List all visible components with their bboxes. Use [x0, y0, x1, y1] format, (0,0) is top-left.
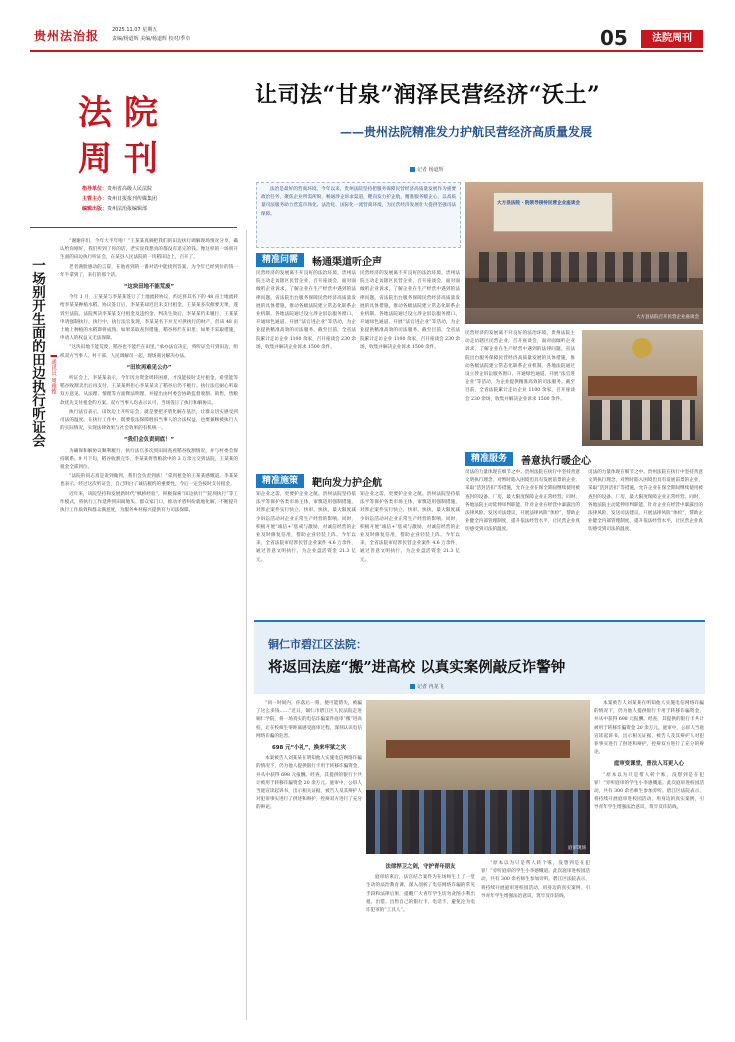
section-header-2 — [256, 474, 461, 488]
section-title: 善意执行暖企心 — [521, 455, 592, 467]
section-title: 畅通渠道听企声 — [312, 256, 383, 268]
reporter-icon — [410, 167, 415, 172]
section-tag: 精准施策 — [256, 474, 304, 488]
header-rule — [30, 50, 703, 52]
header-editor: 责编/杨道辉 美编/杨道辉 校对/季卓 — [112, 36, 191, 42]
left-article-title: 一场别开生面的田边执行听证会 — [29, 258, 45, 447]
logo-char-3: 周 — [78, 139, 112, 179]
bottom-col-2 — [366, 860, 590, 1018]
section-3-body-b: 司法的力量体现在细节之中。贵州法院在执行中坚持善意文明执行理念，对暂时陷入困境但具有发展前景的企业，采取“活封活扣”等措施，允许企业在保全期间继续使用被查封的设备、厂房，最大限度保障企业正常经营。同时，各地法院主动延伸审判职能，针对企业在经营中暴露出的法律风险，发送司法建议，开展法律风险“体检”，帮助企业健全内部管理制度，提升依法经营水平，让民营企业真切感受到司法的温度。 — [588, 470, 703, 533]
photo-screen — [493, 192, 613, 232]
photo-emblem — [632, 338, 652, 358]
subheading: 庭审变课堂，普法入耳更入心 — [613, 761, 685, 768]
photo-caption: 庭审现场 — [568, 846, 586, 851]
header-date: 2025.11.07 星期五 — [112, 27, 158, 33]
subheading: “田坎再难见公办” — [126, 364, 172, 371]
section-2-body-b: 知企业之需，更要护企业之航。贵州法院坚持依法平等保护各类市场主体，审慎适用强制措施，对涉企案件实行快立、快审、快执，最大限度减少诉讼活动对企业正常生产经营的影响。同时，积极开展“诚信+”惩戒与激励，对诚信经营的企业及时修复信用，帮助企业轻装上阵。今年以来，全省法院审结涉民营企业案件 4.6 万余件，通过善意文明执行，为企业盘活资金 21.3 亿元。 — [360, 492, 460, 563]
section-header-3 — [465, 452, 703, 466]
photo-audience — [366, 790, 590, 854]
logo-char-4: 刊 — [124, 139, 158, 179]
photo-table — [465, 278, 703, 308]
paragraph: 今年 1 月，王某某与李某某签订了土地流转协议，约定将其名下的 48 亩土地流转给李某某种植水稻。协议签订后，李某某却迟迟未支付租金，王某某多次催要无果，遂诉至法院。法院判决李某某支付租金及违约金。判决生效后，李某某仍未履行，王某某申请强制执行。执行中，执行法官发现，李某某名下并无可供执行的财产，但该 48 亩土地上种植的水稻即将成熟。如果采取查封措施，稻谷将烂在田里；如果不采取措施，申请人的权益又无法保障。 — [60, 295, 238, 342]
paragraph: 执行法官表示，田坎边上开听证会，就是要把矛盾化解在基层，让群众切实感受到司法的温度。在执行工作中，既要依法保障胜诉当事人的合法权益，也要兼顾被执行人的实际情况，实现法律效果与社会效果的有机统一。 — [60, 409, 238, 432]
section-header-1 — [256, 253, 461, 267]
bottom-article-byline: 记者 冉龙飞 — [410, 683, 444, 690]
left-article-body — [60, 238, 238, 1026]
section-2-body-a: 知企业之需，更要护企业之航。贵州法院坚持依法平等保护各类市场主体，审慎适用强制措施，对涉企案件实行快立、快审、快执，最大限度减少诉讼活动对企业正常生产经营的影响。同时，积极开展“诚信+”惩戒与激励，对诚信经营的企业及时修复信用，帮助企业轻装上阵。今年以来，全省法院审结涉民营企业案件 4.6 万余件，通过善意文明执行，为企业盘活资金 21.3 亿元。 — [256, 492, 356, 563]
paragraph: 本案被告人刘某某在明知他人实施电信网络诈骗的情况下，仍为他人提供银行卡用于转移诈骗资金，并从中获得 698 元报酬。经查，其提供的银行卡共计被用于转移诈骗资金 20 余万元。庭审中，公诉人当庭宣读起诉书，出示相关证据，被告人及其辩护人对犯罪事实进行了供述和辩护，控辩双方进行了充分的辩论。 — [594, 701, 704, 756]
logo-char-1: 法 — [78, 93, 112, 133]
lead-box — [256, 182, 461, 248]
courtroom-photo — [582, 330, 703, 446]
main-subtitle: ——贵州法院精准发力护航民营经济高质量发展 — [340, 125, 593, 139]
bottom-col-1 — [256, 700, 362, 1018]
section-label: 法院周刊 — [641, 30, 703, 48]
subheading: 法律捍卫之剑，守护青年朋友 — [385, 864, 456, 870]
subheading: “我们会负责到底！” — [123, 437, 175, 444]
left-top-rule — [30, 227, 237, 228]
paragraph: 本案被告人刘某某在明知他人实施电信网络诈骗的情况下，仍为他人提供银行卡用于转移诈骗资金，并从中获得 698 元报酬。经查，其提供的银行卡共计被用于转移诈骗资金 20 余万元。庭审中，公诉人当庭宣读起诉书，出示相关证据，被告人及其辩护人对犯罪事实进行了供述和辩护，控辩双方进行了充分的辩论。 — [256, 756, 362, 811]
paragraph: 老者满脸感动的言辞，在他看到的一番对话中能找到答案，为今年已经到位的钱一年半拿到了，来打的那个话。 — [60, 264, 238, 278]
section-title: 靶向发力护企航 — [312, 477, 383, 489]
section-tag: 精准服务 — [465, 452, 513, 466]
paragraph: “谢谢你们，今年大半年啦！”王某某真摘把我们的田边执行调解现场情况分享，确认给你刚好，我们听到了你的话，老实说我想真的都没有追完的钱。像这样的一场别开生面的田边执行听证会，在某县人民法院的一块稻田边上，召开了。 — [60, 239, 238, 261]
main-byline: 记者 杨道辉 — [410, 166, 444, 173]
right-column-text: 民营经济的发展离不开良好的法治环境。贵州法院主动走访辖区民营企业，召开座谈会，面对面倾听企业诉求，了解企业在生产经营中遇到的法律问题。省法院出台服务保障民营经济高质量发展的具体措施，推动各级法院建立常态化联系企业机制。各地法院通过设立涉企诉讼服务窗口、开通绿色通道、开展“法官进企业”等活动，为企业提供精准高效的司法服务。截至目前，全省法院累计走访企业 1100 余家，召开座谈会 230 余场，收集并解决企业诉求 1500 余件。 — [465, 331, 575, 402]
paragraph: “原本以为只是帮人转个账，没想到是在犯罪！”旁听庭审的学生小李感慨道。此次庭审进校园活动，共有 300 余名师生参加旁听。碧江区法院表示，将持续开展庭审进校园活动，用身边的真实案例，引导青年学生增强法治意识，筑牢反诈防线。 — [594, 772, 704, 811]
photo-caption: 大方县法院召开民营企业座谈会 — [636, 315, 699, 320]
paragraph: “同一时间内，你落后一刻，便可能错失，被骗了这么多钱……”近日，铜仁市碧江区人民法院走进铜仁学院，将一场真实的电信诈骗案件庭审“搬”进高校，让在校师生零距离感受庭审过程，深刻认识电信网络诈骗的危害。 — [256, 701, 362, 739]
masthead-logo — [78, 85, 172, 177]
bottom-col-3 — [594, 700, 704, 1018]
section-1-body-a: 民营经济的发展离不开良好的法治环境。贵州法院主动走访辖区民营企业，召开座谈会，面对面倾听企业诉求，了解企业在生产经营中遇到的法律问题。省法院出台服务保障民营经济高质量发展的具体措施，推动各级法院建立常态化联系企业机制。各地法院通过设立涉企诉讼服务窗口、开通绿色通道、开展“法官进企业”等活动，为企业提供精准高效的司法服务。截至目前，全省法院累计走访企业 1100 余家，召开座谈会 230 余场，收集并解决企业诉求 1500 余件。 — [256, 271, 356, 350]
reporter-icon — [410, 684, 415, 689]
trial-photo — [366, 700, 590, 854]
photo-bench — [588, 376, 697, 396]
main-headline: 让司法“甘泉”润泽民营经济“沃土” — [255, 82, 601, 108]
bottom-article-header — [254, 620, 705, 694]
left-article-byline: ▌通讯员 周雅雅 — [50, 355, 56, 394]
subheading: 698 元“小礼”，换来牢狱之灾 — [271, 745, 347, 752]
photo-bench — [386, 740, 570, 758]
bottom-article-title: 将返回法庭“搬”进高校 以真实案例敲反诈警钟 — [268, 659, 566, 676]
section-tag: 精准问需 — [256, 253, 304, 267]
credit-line: 指导单位：贵州省高级人民法院 — [82, 186, 153, 192]
credit-line: 主管主办：贵州日报报刊传媒集团 — [82, 196, 158, 202]
paragraph: “原本以为只是帮人转个账，没想到是在犯罪！”旁听庭审的学生小李感慨道。此次庭审进校园活动，共有 300 余名师生参加旁听。碧江区法院表示，将持续开展庭审进校园活动，用身边的真实案例，引导青年学生增强法治意识，筑牢反诈防线。 — [481, 861, 590, 899]
paper-name: 贵州法治报 — [34, 29, 100, 43]
paragraph: “法院的同志真是说到做到，我们会负责到底！”拿到租金的王某某感慨道。李某某也表示，经过这次听证会，自己明白了诚信履约的重要性，今后一定会按时支付租金。 — [60, 474, 238, 488]
paragraph: 近年来，该院坚持和发展新时代“枫桥经验”，积极探索“田边执行”“院坝执行”等工作模式，将执行工作延伸到田间地头、群众家门口，推动矛盾纠纷就地化解，不断提升执行工作质效和群众满意度，为服务乡村振兴提供有力司法保障。 — [60, 491, 238, 514]
paragraph: “这块田地不能荒废，稻谷也不能烂在田里。”承办法官决定，将听证会开到田边，组织双方当事人、村干部、人民调解员一起，现场商讨解决办法。 — [60, 345, 238, 359]
column-divider — [246, 230, 247, 1020]
section-3-body-a: 司法的力量体现在细节之中。贵州法院在执行中坚持善意文明执行理念，对暂时陷入困境但具有发展前景的企业，采取“活封活扣”等措施，允许企业在保全期间继续使用被查封的设备、厂房，最大限度保障企业正常经营。同时，各地法院主动延伸审判职能，针对企业在经营中暴露出的法律风险，发送司法建议，开展法律风险“体检”，帮助企业健全内部管理制度，提升依法经营水平，让民营企业真切感受到司法的温度。 — [465, 470, 580, 533]
logo-char-2: 院 — [124, 93, 158, 133]
masthead-credits — [82, 184, 232, 214]
main-photo — [465, 182, 703, 324]
photo-banner-text: 大方县法院 · 院领导接待民营企业座谈会 — [497, 201, 581, 206]
photo-figures — [590, 400, 695, 440]
credit-line: 编辑出版：贵州法治报编辑部 — [82, 206, 148, 212]
paragraph: 庭审结束后，法官结合案件为在场师生上了一堂生动的法治教育课，深入剖析了电信网络诈骗的常见手段和法律后果，提醒广大青年学生切勿贪图小利出租、出借、出售自己的银行卡、电话卡，避免沦为电诈犯罪的“工具人”。 — [366, 875, 475, 914]
paragraph: 为确保和解协议顺利履行，执行法官多次到田间查看稻谷收割情况，并与村委会保持联系。9 月下旬，稻谷收割完毕，李某某将售粮款中的 3 万余元交到法院，王某某的租金全部到位。 — [60, 448, 238, 471]
page-header — [0, 0, 735, 52]
photo-people — [479, 252, 689, 282]
subheading: “这块田地不能荒废” — [123, 284, 175, 291]
paragraph: 听证会上，李某某表示，今年因为资金周转困难，才没能按时支付租金，希望能等稻谷收割卖出后再支付。王某某则担心李某某卖了稻谷后仍不履行。执行法官耐心听取双方意见，从法理、情理等方面释法明理，并提出由村委会协助监督收割、销售，售粮款优先支付租金的方案。双方当事人均表示认可，当场签订了执行和解协议。 — [60, 376, 238, 406]
bottom-article-label: 铜仁市碧江区法院： — [268, 638, 367, 651]
section-1-body-b: 民营经济的发展离不开良好的法治环境。贵州法院主动走访辖区民营企业，召开座谈会，面对面倾听企业诉求，了解企业在生产经营中遇到的法律问题。省法院出台服务保障民营经济高质量发展的具体措施，推动各级法院建立常态化联系企业机制。各地法院通过设立涉企诉讼服务窗口、开通绿色通道、开展“法官进企业”等活动，为企业提供精准高效的司法服务。截至目前，全省法院累计走访企业 1100 余家，召开座谈会 230 余场，收集并解决企业诉求 1500 余件。 — [360, 271, 460, 350]
page-number: 05 — [600, 26, 628, 50]
lead-text: 法治是最好的营商环境。今年以来，贵州法院坚持把服务保障民营经济高质量发展作为重要政治任务，聚焦企业所需所盼，畅通涉企诉求渠道，靶向发力护企航，精准服务暖企心，以高质量司法服务助力营造市场化、法治化、国际化一流营商环境，为民营经济发展壮大提供坚强司法保障。 — [261, 187, 456, 217]
